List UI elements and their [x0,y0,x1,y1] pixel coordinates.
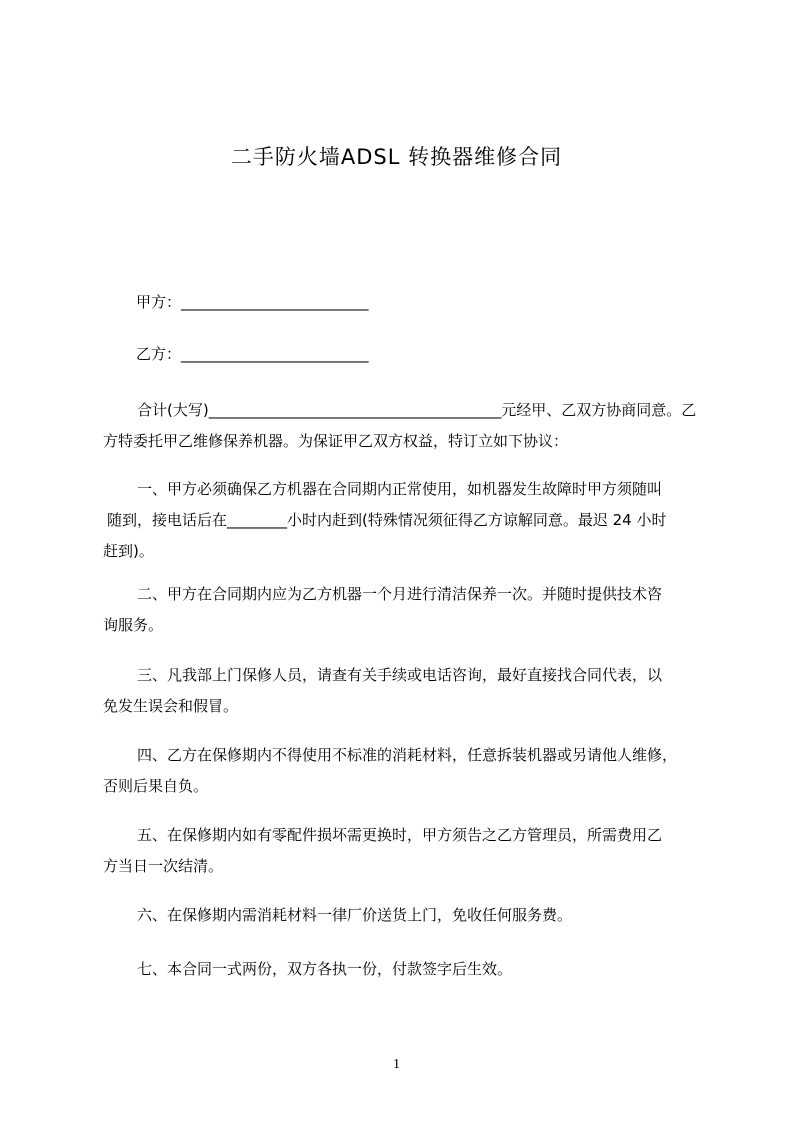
clause-2 [103,579,703,641]
clause-5 [103,820,703,882]
clause-1-line-1: 一、甲方必须确保乙方机器在合同期内正常使用，如机器发生故障时甲方须随叫 [137,480,663,498]
clause-7-line: 七、本合同一式两份，双方各执一份，付款签字后生效。 [137,960,513,978]
clause-1 [103,474,703,567]
total-amount-line-2: 方特委托甲乙维修保养机器。为保证甲乙双方权益，特订立如下协议： [103,432,569,450]
clause-1-line-3: 赶到)。 [103,542,154,560]
clause-3-line-1: 三、凡我部上门保修人员，请查有关手续或电话咨询，最好直接找合同代表，以 [137,666,663,684]
clause-3-line-2: 免发生误会和假冒。 [103,697,239,715]
clause-7 [103,954,703,985]
clause-1-line-2: 随到，接电话后在________小时内赶到(特殊情况须征得乙方谅解同意。最迟 24 小时 [107,511,667,529]
party-b-line: 乙方：_________________________ [136,345,369,363]
clause-2-line-2: 询服务。 [103,616,164,634]
page-number: 1 [393,1057,400,1072]
clause-5-line-1: 五、在保修期内如有零配件损坏需更换时，甲方须告之乙方管理员，所需费用乙 [137,826,663,844]
clause-6-line: 六、在保修期内需消耗材料一律厂价送货上门，免收任何服务费。 [137,906,573,924]
clause-4-line-1: 四、乙方在保修期内不得使用不标准的消耗材料，任意拆装机器或另请他人维修， [137,746,678,764]
total-amount-paragraph [103,395,703,457]
clause-2-line-1: 二、甲方在合同期内应为乙方机器一个月进行清洁保养一次。并随时提供技术咨 [137,585,663,603]
clause-4 [103,740,703,802]
total-amount-line-1: 合计(大写)_______________________________________元经甲、乙双方协商同意。乙 [137,401,697,419]
clause-4-line-2: 否则后果自负。 [103,777,209,795]
document-title: 二手防火墙ADSL 转换器维修合同 [230,145,563,169]
party-a-line: 甲方：_________________________ [136,293,369,311]
clause-5-line-2: 方当日一次结清。 [103,857,224,875]
clause-6 [103,900,703,931]
clause-3 [103,660,703,722]
